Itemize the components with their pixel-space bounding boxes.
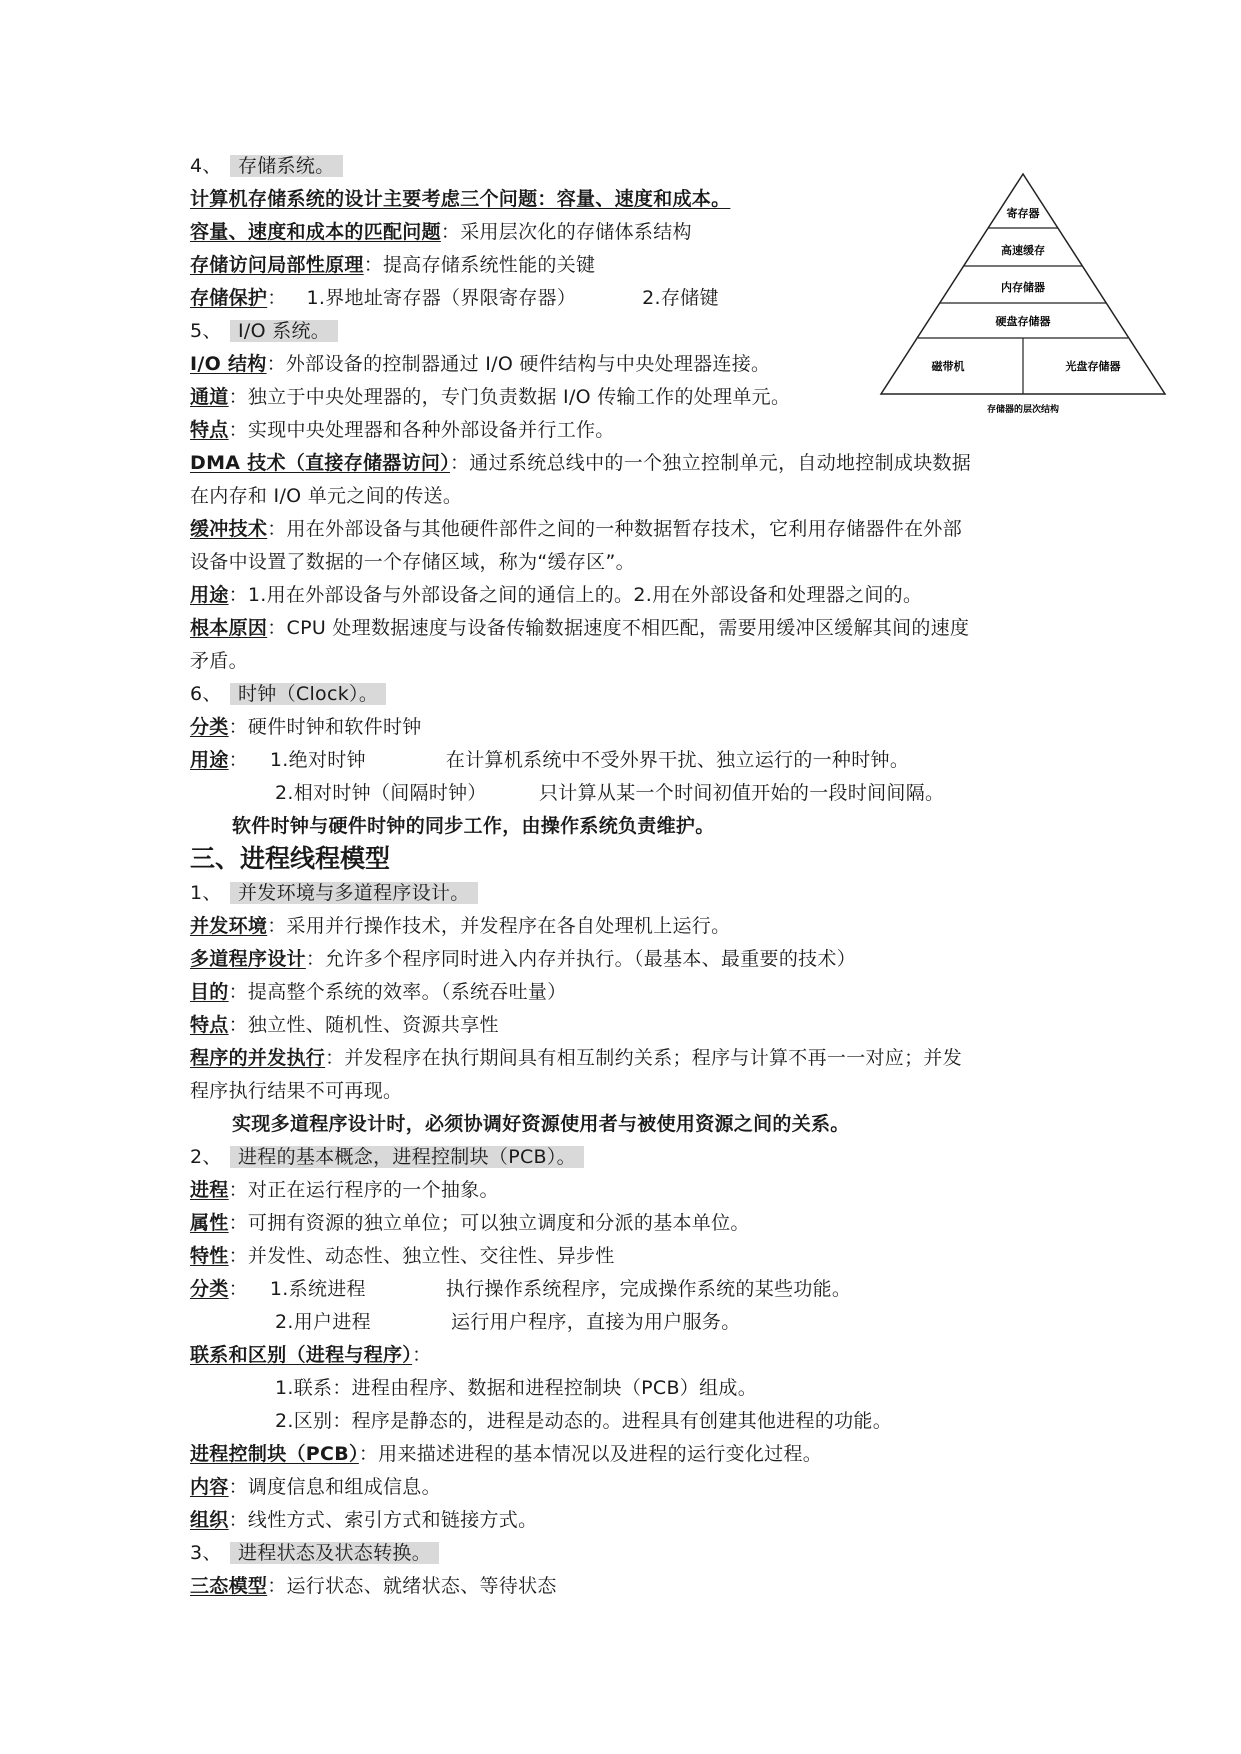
term: 通道: [190, 386, 229, 408]
emphasis-line: 软件时钟与硬件时钟的同步工作，由操作系统负责维护。: [232, 815, 715, 837]
term: 缓冲技术: [190, 518, 268, 540]
definition: ：1.用在外部设备与外部设备之间的通信上的。2.用在外部设备和处理器之间的。: [228, 584, 923, 606]
heading-number: 2、: [190, 1146, 222, 1168]
heading-number: 1、: [190, 882, 222, 904]
emphasis-line: 计算机存储系统的设计主要考虑三个问题：容量、速度和成本。: [190, 188, 731, 210]
list-description: 只计算从某一个时间初值开始的一段时间间隔。: [539, 782, 945, 804]
list-line: [275, 777, 944, 809]
emphasis-line: 实现多道程序设计时，必须协调好资源使用者与被使用资源之间的关系。: [232, 1113, 850, 1135]
subsection-heading: [190, 877, 478, 909]
term: 属性: [190, 1212, 229, 1234]
definition: ：用来描述进程的基本情况以及进程的运行变化过程。: [358, 1443, 823, 1465]
heading-title: 存储系统。: [230, 155, 343, 177]
definition: ：线性方式、索引方式和链接方式。: [228, 1509, 538, 1531]
definition: ：通过系统总线中的一个独立控制单元，自动地控制成块数据: [450, 452, 972, 474]
definition-line: [190, 1339, 431, 1371]
term: 内容: [190, 1476, 229, 1498]
definition-line: [190, 1273, 851, 1305]
definition-line: [190, 216, 692, 248]
definition: ：并发性、动态性、独立性、交往性、异步性: [228, 1245, 615, 1267]
term: 根本原因: [190, 617, 268, 639]
heading-number: 4、: [190, 155, 222, 177]
definition-line: [190, 1438, 822, 1470]
list-description: 执行操作系统程序，完成操作系统的某些功能。: [445, 1278, 852, 1300]
definition: ：对正在运行程序的一个抽象。: [228, 1179, 499, 1201]
heading-title: 并发环境与多道程序设计。: [230, 882, 478, 904]
term: 特点: [190, 1014, 229, 1036]
heading-number: 3、: [190, 1542, 222, 1564]
pyramid-level-label: 高速缓存: [1001, 244, 1045, 257]
term: 分类: [190, 1278, 229, 1300]
definition: ：采用并行操作技术，并发程序在各自处理机上运行。: [267, 915, 731, 937]
definition-line: [190, 1207, 750, 1239]
definition-line: [190, 1504, 537, 1536]
term: 分类: [190, 716, 229, 738]
definition: ：提高整个系统的效率。（系统吞吐量）: [228, 981, 567, 1003]
definition-line: [190, 282, 719, 314]
definition-line: [190, 381, 790, 413]
term: 存储访问局部性原理: [190, 254, 364, 276]
definition-line: [190, 579, 922, 611]
term: I/O 结构: [190, 353, 267, 375]
heading-title: 进程的基本概念，进程控制块（PCB）。: [230, 1146, 584, 1168]
definition-line: [190, 744, 909, 776]
continuation-line: 在内存和 I/O 单元之间的传送。: [190, 485, 463, 507]
definition-line: [190, 414, 615, 446]
term: 容量、速度和成本的匹配问题: [190, 221, 441, 243]
definition-line: [190, 1471, 441, 1503]
definition-line: [190, 447, 971, 479]
continuation-line: 矛盾。: [190, 650, 248, 672]
definition: ：用在外部设备与其他硬件部件之间的一种数据暂存技术，它利用存储器件在外部: [267, 518, 963, 540]
list-item: 1.绝对时钟: [269, 749, 366, 771]
definition: ：并发程序在执行期间具有相互制约关系；程序与计算不再一一对应；并发: [325, 1047, 963, 1069]
heading-title: 时钟（Clock）。: [230, 683, 386, 705]
definition: ：: [228, 1278, 248, 1300]
list-item: 2.相对时钟（间隔时钟）: [275, 782, 487, 804]
list-line: [275, 1306, 741, 1338]
definition: ：外部设备的控制器通过 I/O 硬件结构与中央处理器连接。: [266, 353, 771, 375]
term: 联系和区别（进程与程序）: [190, 1344, 413, 1366]
term: 特性: [190, 1245, 229, 1267]
definition: ：: [267, 287, 287, 309]
definition-line: [190, 1009, 499, 1041]
list-item: 1.系统进程: [269, 1278, 366, 1300]
continuation-line: 设备中设置了数据的一个存储区域，称为“缓存区”。: [190, 551, 635, 573]
storage-hierarchy-diagram: [878, 172, 1168, 417]
term: 进程: [190, 1179, 229, 1201]
term: 进程控制块（PCB）: [190, 1443, 359, 1465]
pyramid-level-label: 寄存器: [1006, 207, 1040, 220]
term: 组织: [190, 1509, 229, 1531]
definition: ：运行状态、就绪状态、等待状态: [267, 1575, 557, 1597]
definition: ：实现中央处理器和各种外部设备并行工作。: [228, 419, 615, 441]
heading-number: 5、: [190, 320, 222, 342]
term: 用途: [190, 749, 229, 771]
heading-number: 6、: [190, 683, 222, 705]
definition-line: [190, 612, 969, 644]
subsection-heading: [190, 150, 343, 182]
definition: ：CPU 处理数据速度与设备传输数据速度不相匹配，需要用缓冲区缓解其间的速度: [267, 617, 970, 639]
definition-line: [190, 513, 962, 545]
subsection-heading: [190, 1537, 439, 1569]
definition-line: [190, 348, 770, 380]
diagram-caption: 存储器的层次结构: [986, 405, 1060, 415]
term: 存储保护: [190, 287, 268, 309]
subsection-heading: [190, 315, 338, 347]
term: DMA 技术（直接存储器访问）: [190, 452, 450, 474]
definition: ：采用层次化的存储体系结构: [440, 221, 692, 243]
list-item: 2.用户进程: [275, 1311, 371, 1333]
definition: ：可拥有资源的独立单位；可以独立调度和分派的基本单位。: [228, 1212, 750, 1234]
definition: ：: [228, 749, 248, 771]
definition: ：独立性、随机性、资源共享性: [228, 1014, 499, 1036]
definition-line: [190, 1042, 962, 1074]
definition: ：: [412, 1344, 432, 1366]
definition: ：独立于中央处理器的，专门负责数据 I/O 传输工作的处理单元。: [228, 386, 791, 408]
term: 程序的并发执行: [190, 1047, 326, 1069]
list-item: 1.界地址寄存器（界限寄存器）: [306, 287, 577, 309]
term: 目的: [190, 981, 229, 1003]
pyramid-level-label: 内存储器: [1001, 281, 1045, 294]
term: 多道程序设计: [190, 948, 306, 970]
term: 三态模型: [190, 1575, 268, 1597]
pyramid-level-label: 硬盘存储器: [995, 315, 1051, 328]
section-title: 三、进程线程模型: [190, 844, 391, 873]
definition-line: [190, 943, 856, 975]
definition-line: [190, 1174, 499, 1206]
pyramid-level-label: 磁带机: [931, 360, 965, 373]
definition: ：允许多个程序同时进入内存并执行。（最基本、最重要的技术）: [305, 948, 857, 970]
term: 特点: [190, 419, 229, 441]
definition: ：调度信息和组成信息。: [228, 1476, 441, 1498]
heading-title: 进程状态及状态转换。: [230, 1542, 439, 1564]
term: 并发环境: [190, 915, 268, 937]
heading-title: I/O 系统。: [230, 320, 338, 342]
subsection-heading: [190, 678, 386, 710]
definition-line: [190, 1570, 557, 1602]
definition-line: [190, 249, 595, 281]
definition-line: [190, 976, 567, 1008]
continuation-line: 程序执行结果不可再现。: [190, 1080, 403, 1102]
definition-line: [190, 910, 730, 942]
term: 用途: [190, 584, 229, 606]
definition-line: [190, 1240, 615, 1272]
definition: ：提高存储系统性能的关键: [363, 254, 596, 276]
list-line: 1.联系：进程由程序、数据和进程控制块（PCB）组成。: [275, 1377, 757, 1399]
subsection-heading: [190, 1141, 584, 1173]
list-description: 在计算机系统中不受外界干扰、独立运行的一种时钟。: [445, 749, 910, 771]
list-description: 运行用户程序，直接为用户服务。: [451, 1311, 741, 1333]
pyramid-level-label: 光盘存储器: [1065, 360, 1121, 373]
definition: ：硬件时钟和软件时钟: [228, 716, 422, 738]
definition-line: [190, 711, 422, 743]
list-line: 2.区别：程序是静态的，进程是动态的。进程具有创建其他进程的功能。: [275, 1410, 893, 1432]
list-item: 2.存储键: [642, 287, 719, 309]
